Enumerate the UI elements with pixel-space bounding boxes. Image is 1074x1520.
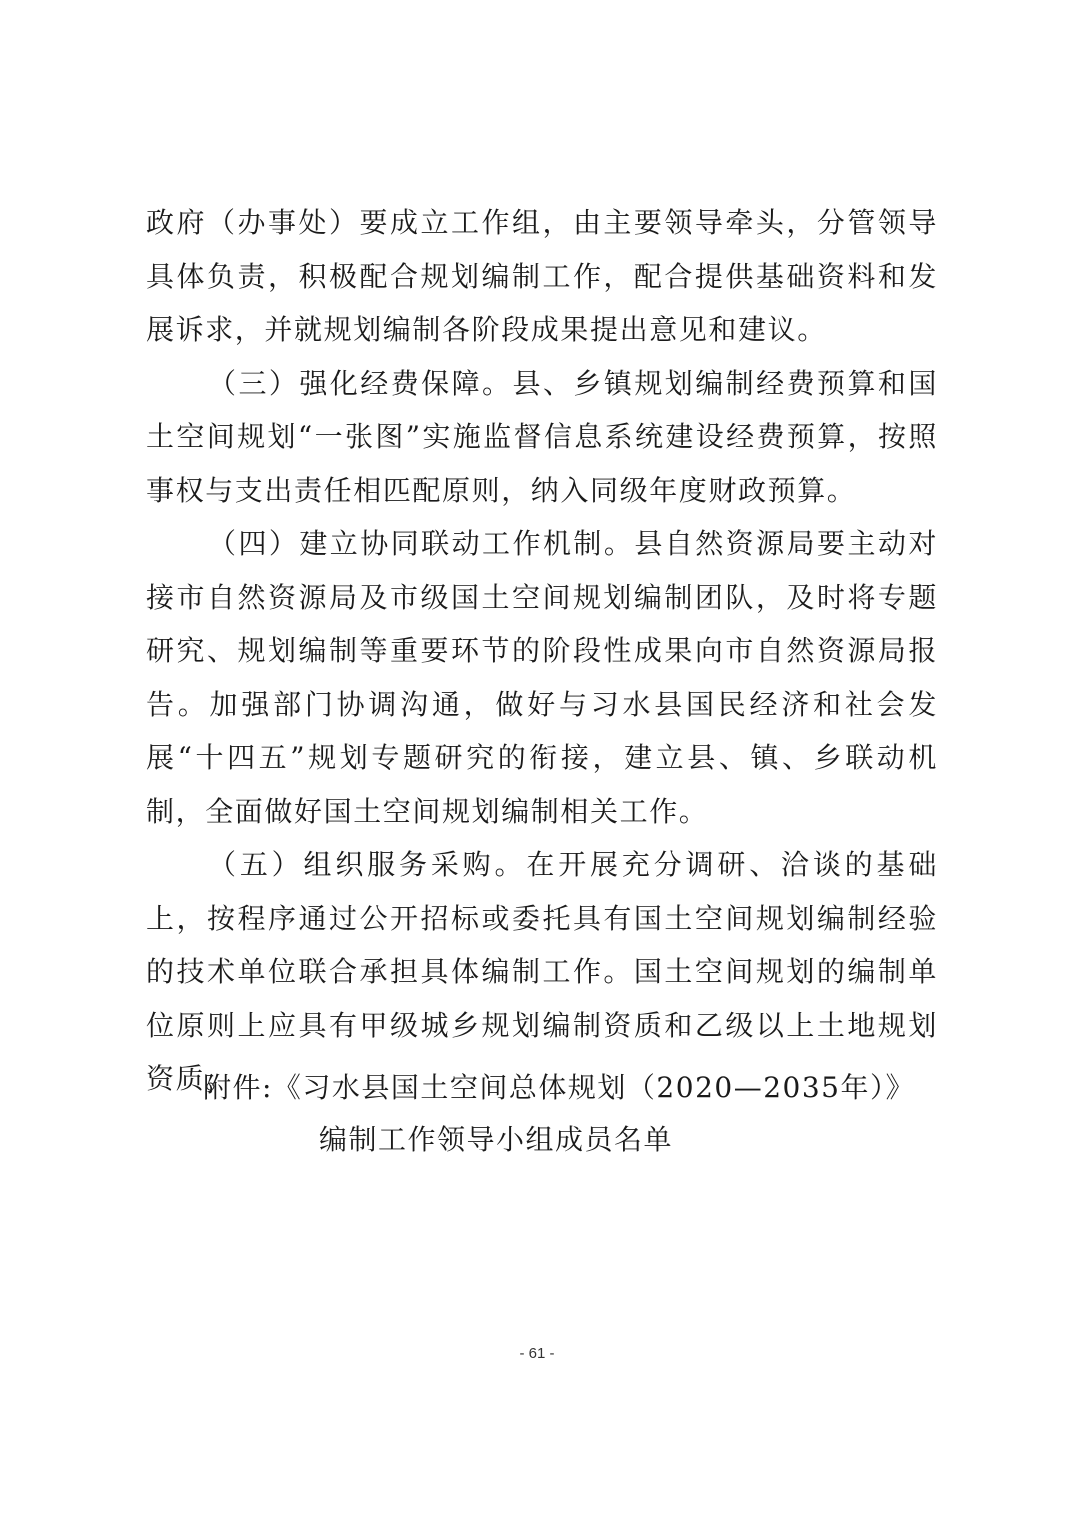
document-body	[146, 196, 938, 1106]
paragraph-coordination	[146, 517, 938, 838]
paragraph-heading: （三）强化经费保障。	[208, 366, 513, 400]
paragraph-text: 县、乡镇规划编制经费预算和国土空间规划“一张图”实施监督信息系统建设经费预算，按照事权与支出责任相匹配原则，纳入同级年度财政预算。	[146, 366, 938, 507]
page-number: - 61 -	[519, 1345, 555, 1362]
paragraph-heading: （四）建立协同联动工作机制。	[208, 527, 635, 560]
paragraph-text: 县自然资源局要主动对接市自然资源局及市级国土空间规划编制团队，及时将专题研究、规划编制等重要环节的阶段性成果向市自然资源局报告。加强部门协调沟通，做好与习水县国民经济和社会发展“十四五”规划专题研究的衔接，建立县、镇、乡联动机制，全面做好国土空间规划编制相关工作。	[146, 527, 938, 828]
paragraph-text: 在开展充分调研、洽谈的基础上，按程序通过公开招标或委托具有国土空间规划编制经验的技术单位联合承担具体编制工作。国土空间规划的编制单位原则上应具有甲级城乡规划编制资质和乙级以上土地规划资质。	[146, 848, 938, 1095]
attachment-note	[203, 1062, 915, 1166]
paragraph-text: 政府（办事处）要成立工作组，由主要领导牵头，分管领导具体负责，积极配合规划编制工作，配合提供基础资料和发展诉求，并就规划编制各阶段成果提出意见和建议。	[146, 206, 938, 346]
paragraph-continuation	[146, 196, 938, 357]
attachment-title: 附件:《习水县国土空间总体规划（2020—2035年）》	[203, 1071, 915, 1104]
attachment-subtitle: 编制工作领导小组成员名单	[319, 1123, 674, 1156]
paragraph-funding	[146, 357, 938, 518]
paragraph-heading: （五）组织服务采购。	[208, 848, 527, 881]
